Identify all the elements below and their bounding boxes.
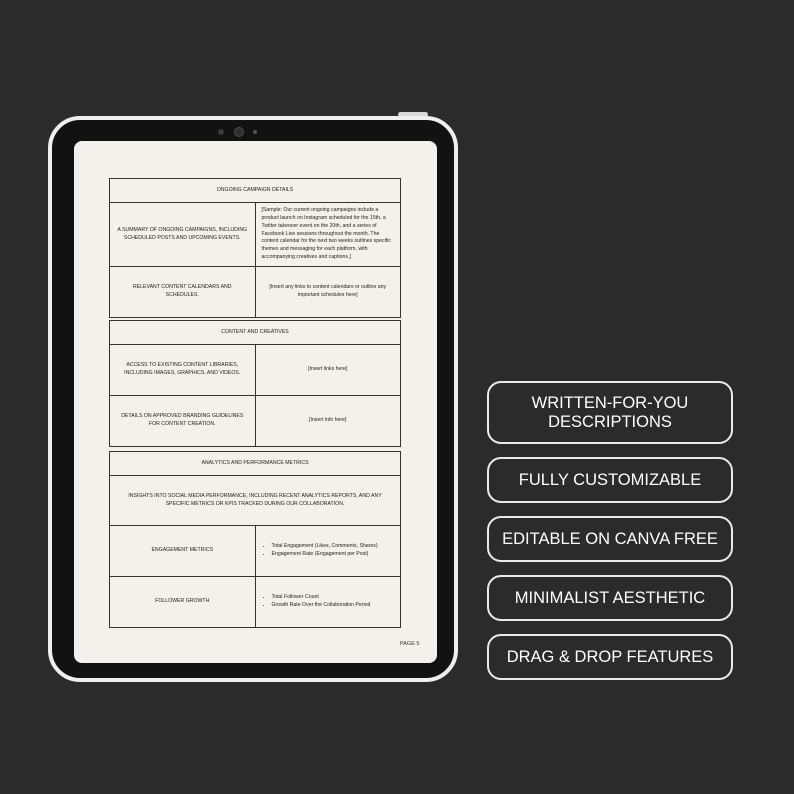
list-item: • Total Follower Count (272, 594, 395, 602)
row-value (255, 526, 401, 577)
row-value: [Insert any links to content calendars or outline any important schedules here] (255, 267, 401, 318)
sensor-dot (218, 129, 224, 135)
section-header: ONGOING CAMPAIGN DETAILS (110, 179, 401, 203)
section-header: ANALYTICS AND PERFORMANCE METRICS (110, 452, 401, 476)
row-value: [Sample: Our current ongoing campaigns include a product launch on Instagram scheduled for the 15th, a Twitter takeover event on the 20th, and a series of Facebook Live sessions throughout the month. The content calendar for the next two weeks outlines specific themes and messaging for each platform, with accompanying creatives and captions.] (255, 203, 401, 267)
feature-badge-drag-drop: DRAG & DROP FEATURES (487, 634, 733, 680)
row-value (255, 577, 401, 628)
list-item: • Growth Rate Over the Collaboration Period (272, 602, 395, 610)
camera-lens-icon (234, 127, 244, 137)
row-value: [Insert links here] (255, 345, 401, 396)
row-label: ACCESS TO EXISTING CONTENT LIBRARIES, INCLUDING IMAGES, GRAPHICS, AND VIDEOS. (110, 345, 256, 396)
section-intro: INSIGHTS INTO SOCIAL MEDIA PERFORMANCE, INCLUDING RECENT ANALYTICS REPORTS, AND ANY SPECIFIC METRICS OR KPIS TRACKED DURING OUR COLLABORATION. (110, 476, 401, 526)
row-value: [Insert info here] (255, 396, 401, 447)
list-item: • Total Engagement (Likes, Comments, Shares) (272, 543, 395, 551)
feature-badge-canva-free: EDITABLE ON CANVA FREE (487, 516, 733, 562)
analytics-metrics-table (109, 451, 401, 628)
document-page (74, 141, 437, 663)
row-label: DETAILS ON APPROVED BRANDING GUIDELINES FOR CONTENT CREATION. (110, 396, 256, 447)
row-label: A SUMMARY OF ONGOING CAMPAIGNS, INCLUDING SCHEDULED POSTS AND UPCOMING EVENTS. (110, 203, 256, 267)
feature-badge-written-for-you: WRITTEN-FOR-YOU DESCRIPTIONS (487, 381, 733, 444)
row-label: RELEVANT CONTENT CALENDARS AND SCHEDULES. (110, 267, 256, 318)
feature-badge-minimalist: MINIMALIST AESTHETIC (487, 575, 733, 621)
feature-badge-customizable: FULLY CUSTOMIZABLE (487, 457, 733, 503)
tablet-mockup (48, 116, 458, 682)
section-header: CONTENT AND CREATIVES (110, 321, 401, 345)
row-label: ENGAGEMENT METRICS (110, 526, 256, 577)
content-creatives-table (109, 320, 401, 447)
row-label: FOLLOWER GROWTH (110, 577, 256, 628)
page-number: PAGE 5 (400, 641, 420, 647)
list-item: • Engagement Rate (Engagement per Post) (272, 551, 395, 559)
sensor-dot (253, 130, 257, 134)
ongoing-campaign-table (109, 178, 401, 318)
